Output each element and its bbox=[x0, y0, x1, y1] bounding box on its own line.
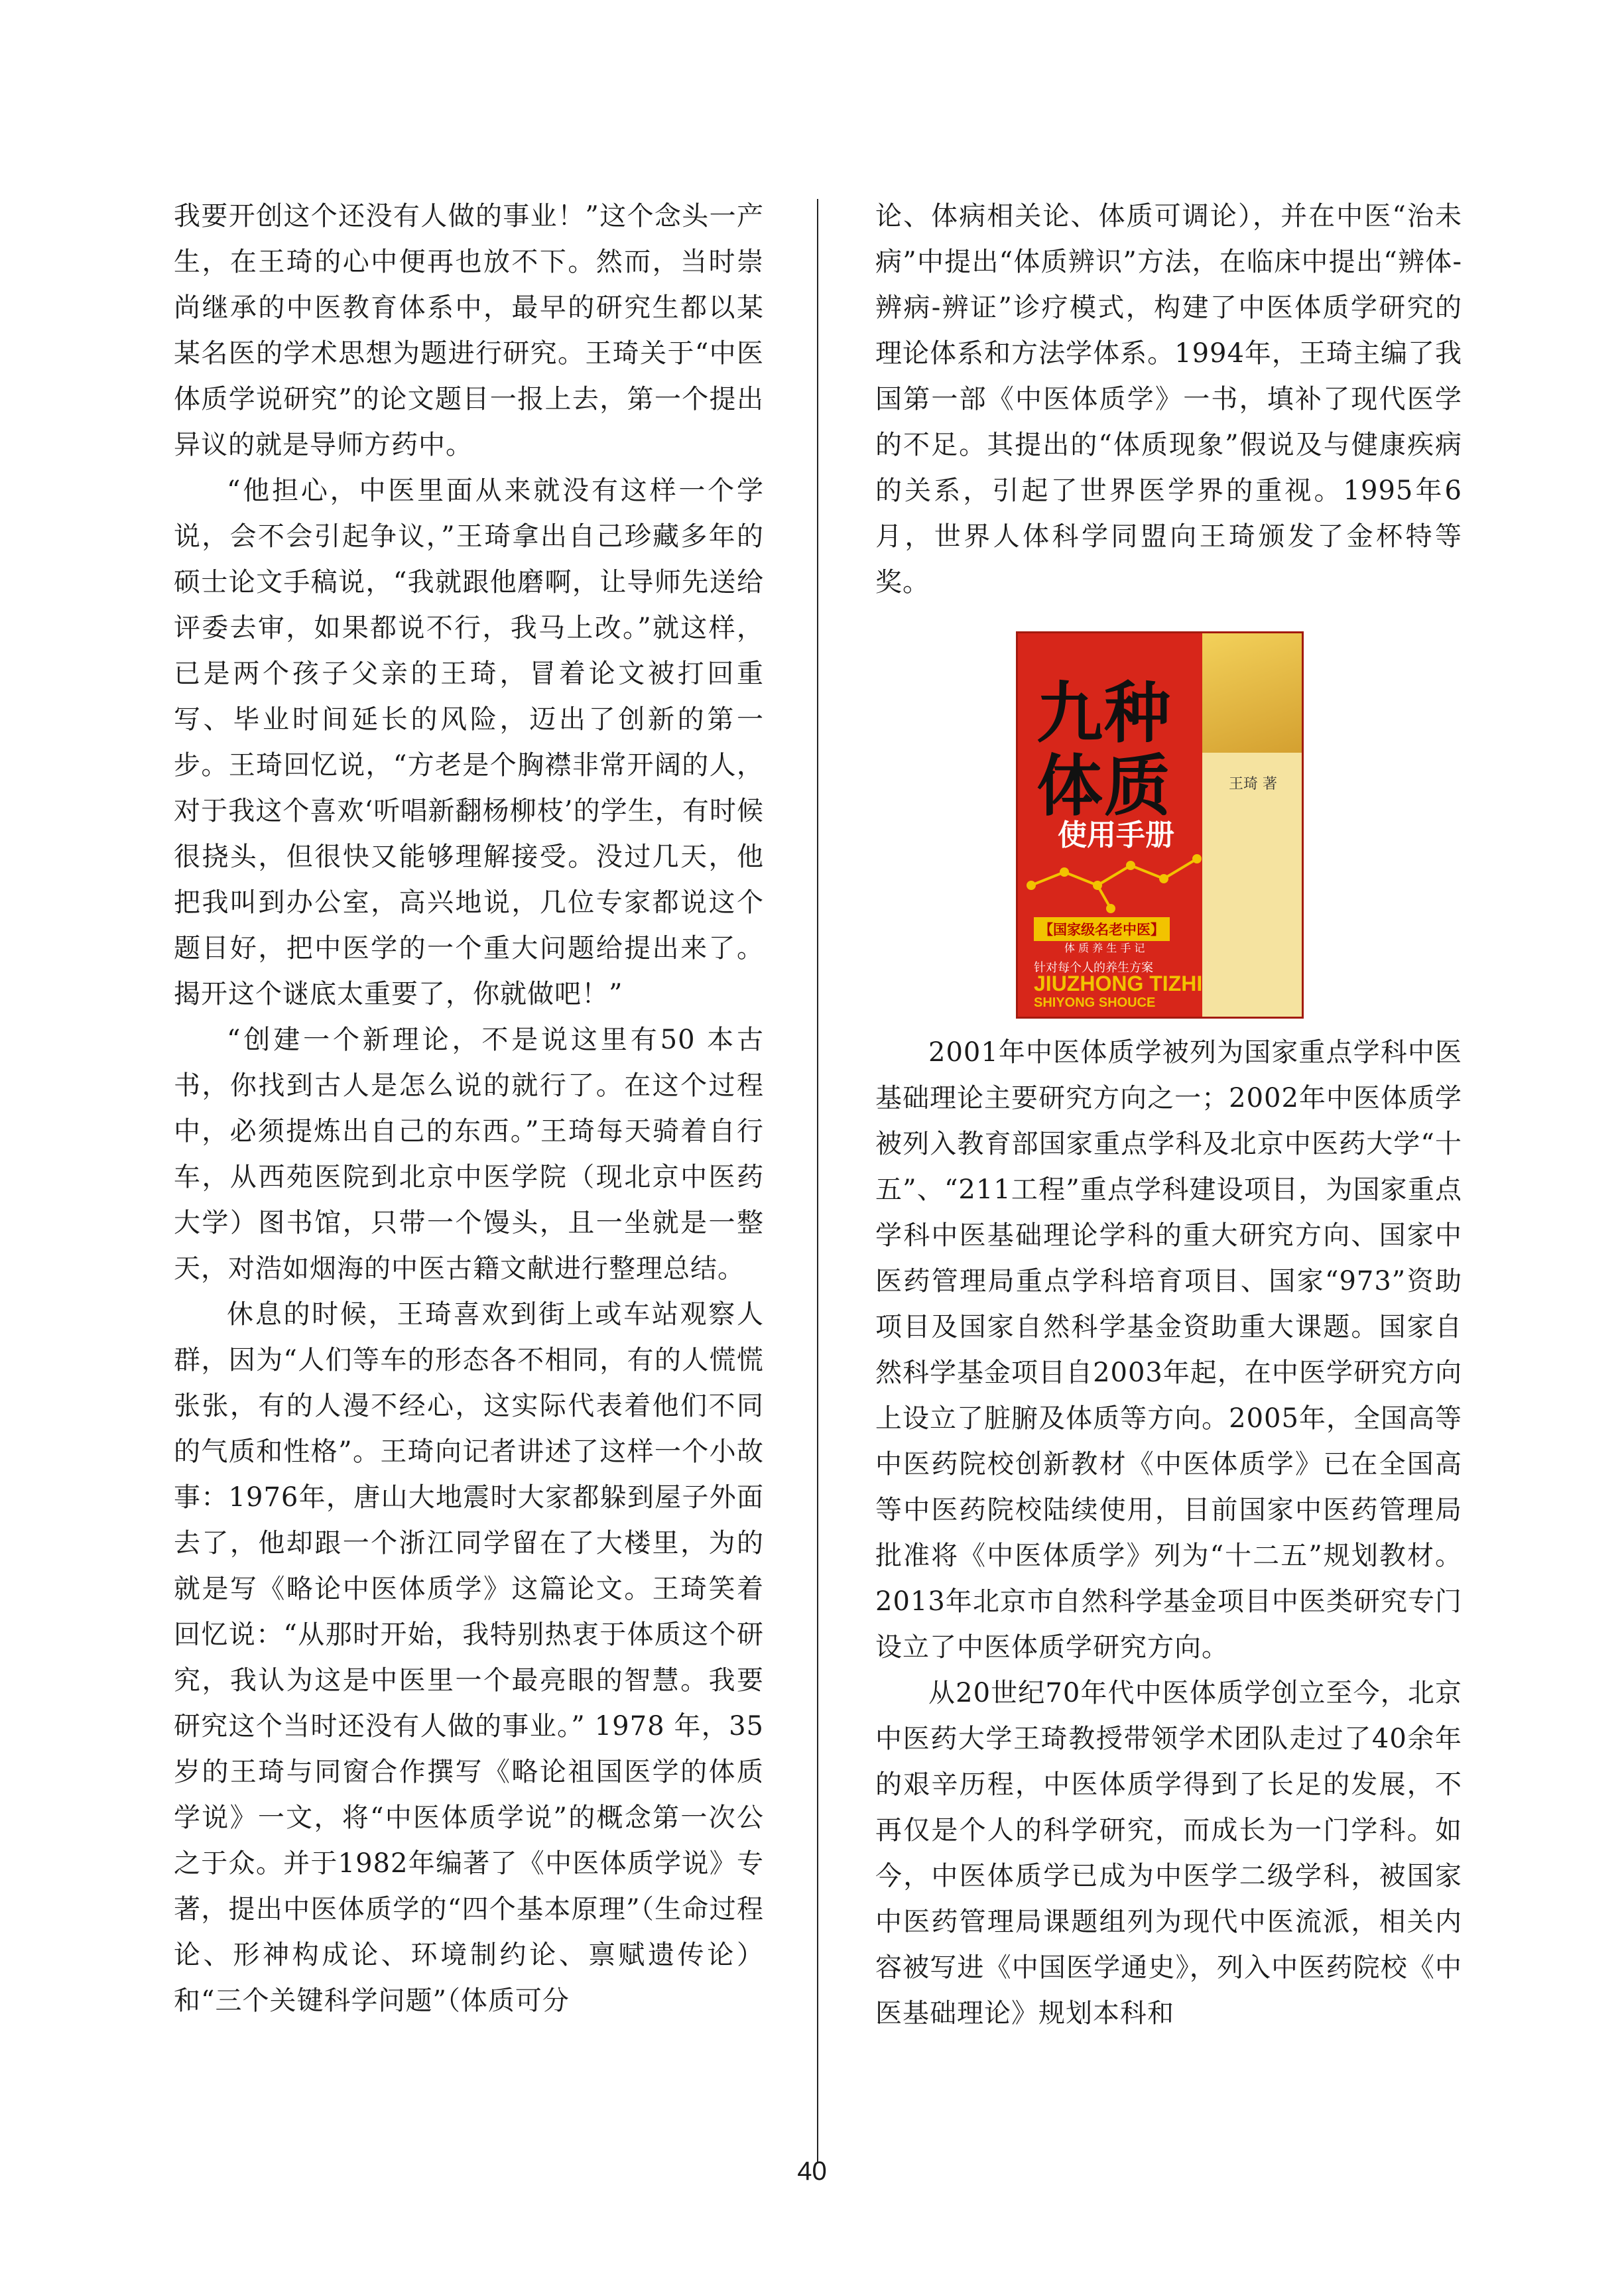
cover-author: 王琦 著 bbox=[1229, 776, 1277, 792]
column-divider bbox=[817, 199, 818, 2162]
cover-title-line2: 体质 bbox=[1036, 747, 1172, 825]
paragraph: “他担心，中医里面从来就没有这样一个学说，会不会引起争议，”王琦拿出自己珍藏多年的硕士论文手稿说，“我就跟他磨啊，让导师先送给评委去审，如果都说不行，我马上改。”就这样，已是两个孩子父亲的王琦，冒着论文被打回重写、毕业时间延长的风险，迈出了创新的第一步。王琦回忆说，“方老是个胸襟非常开阔的人，对于我这个喜欢‘听唱新翻杨柳枝’的学生，有时候很挠头，但很快又能够理解接受。没过几天，他把我叫到办公室，高兴地说，几位专家都说这个题目好，把中医学的一个重大问题给提出来了。揭开这个谜底太重要了，你就做吧！” bbox=[174, 475, 764, 1009]
paragraph: 休息的时候，王琦喜欢到街上或车站观察人群，因为“人们等车的形态各不相同，有的人慌慌张张，有的人漫不经心，这实际代表着他们不同的气质和性格”。王琦向记者讲述了这样一个小故事：1976年，唐山大地震时大家都躲到屋子外面去了，他却跟一个浙江同学留在了大楼里，为的就是写《略论中医体质学》这篇论文。王琦笑着回忆说：“从那时开始，我特别热衷于体质这个研究，我认为这是中医里一个最亮眼的智慧。我要研究这个当时还没有人做的事业。” 1978 年，35 岁的王琦与同窗合作撰写《略论祖国医学的体质学说》一文，将“中医体质学说”的概念第一次公之于众。并于1982年编著了《中医体质学说》专著，提出中医体质学的“四个基本原理”（生命过程论、形神构成论、环境制约论、禀赋遗传论）和“三个关键科学问题”（体质可分 bbox=[174, 1299, 764, 2016]
cover-pinyin-line2: SHIYONG SHOUCE bbox=[1034, 995, 1156, 1010]
author-portrait bbox=[1202, 633, 1302, 753]
paragraph: 我要开创这个还没有人做的事业！”这个念头一产生，在王琦的心中便再也放不下。然而，当时崇尚继承的中医教育体系中，最早的研究生都以某某名医的学术思想为题进行研究。王琦关于“中医体质学说研究”的论文题目一报上去，第一个提出异议的就是导师方药中。 bbox=[174, 201, 764, 460]
paragraph: 论、体病相关论、体质可调论），并在中医“治未病”中提出“体质辨识”方法，在临床中提出“辨体-辨病-辨证”诊疗模式，构建了中医体质学研究的理论体系和方法学体系。1994年，王琦主编了我国第一部《中医体质学》一书，填补了现代医学的不足。其提出的“体质现象”假说及与健康疾病的关系，引起了世界医学界的重视。1995年6月，世界人体科学同盟向王琦颁发了金杯特等奖。 bbox=[875, 201, 1462, 598]
right-column bbox=[875, 194, 1462, 2037]
book-cover-image bbox=[1016, 631, 1304, 1019]
cover-pinyin-line1: JIUZHONG TIZHI bbox=[1034, 972, 1203, 995]
paragraph: 2001年中医体质学被列为国家重点学科中医基础理论主要研究方向之一；2002年中医体质学被列入教育部国家重点学科及北京中医药大学“十五”、“211工程”重点学科建设项目，为国家重点学科中医基础理论学科的重大研究方向、国家中医药管理局重点学科培育项目、国家“973”资助项目及国家自然科学基金资助重大课题。国家自然科学基金项目自2003年起，在中医学研究方向上设立了脏腑及体质等方向。2005年，全国高等中医药院校创新教材《中医体质学》已在全国高等中医药院校陆续使用，目前国家中医药管理局批准将《中医体质学》列为“十二五”规划教材。2013年北京市自然科学基金项目中医类研究专门设立了中医体质学研究方向。 bbox=[875, 1037, 1462, 1663]
cover-title-line1: 九种 bbox=[1036, 674, 1172, 752]
left-column bbox=[174, 194, 764, 2024]
cover-plan: 针对每个人的养生方案 bbox=[1034, 961, 1153, 975]
page-number: 40 bbox=[797, 2157, 827, 2186]
cover-tagline: 体 质 养 生 手 记 bbox=[1064, 942, 1145, 954]
paragraph: 从20世纪70年代中医体质学创立至今，北京中医药大学王琦教授带领学术团队走过了40余年的艰辛历程，中医体质学得到了长足的发展，不再仅是个人的科学研究，而成长为一门学科。如今，中医体质学已成为中医学二级学科，被国家中医药管理局课题组列为现代中医流派，相关内容被写进《中国医学通史》，列入中医药院校《中医基础理论》规划本科和 bbox=[875, 1678, 1462, 2029]
cover-subtitle: 使用手册 bbox=[1058, 818, 1174, 852]
cover-badge: 【国家级名老中医】 bbox=[1034, 917, 1170, 941]
molecule-network-icon bbox=[1018, 846, 1217, 918]
paragraph: “创建一个新理论，不是说这里有50 本古书，你找到古人是怎么说的就行了。在这个过程中，必须提炼出自己的东西。”王琦每天骑着自行车，从西苑医院到北京中医学院（现北京中医药大学）图书馆，只带一个馒头，且一坐就是一整天，对浩如烟海的中医古籍文献进行整理总结。 bbox=[174, 1025, 764, 1284]
